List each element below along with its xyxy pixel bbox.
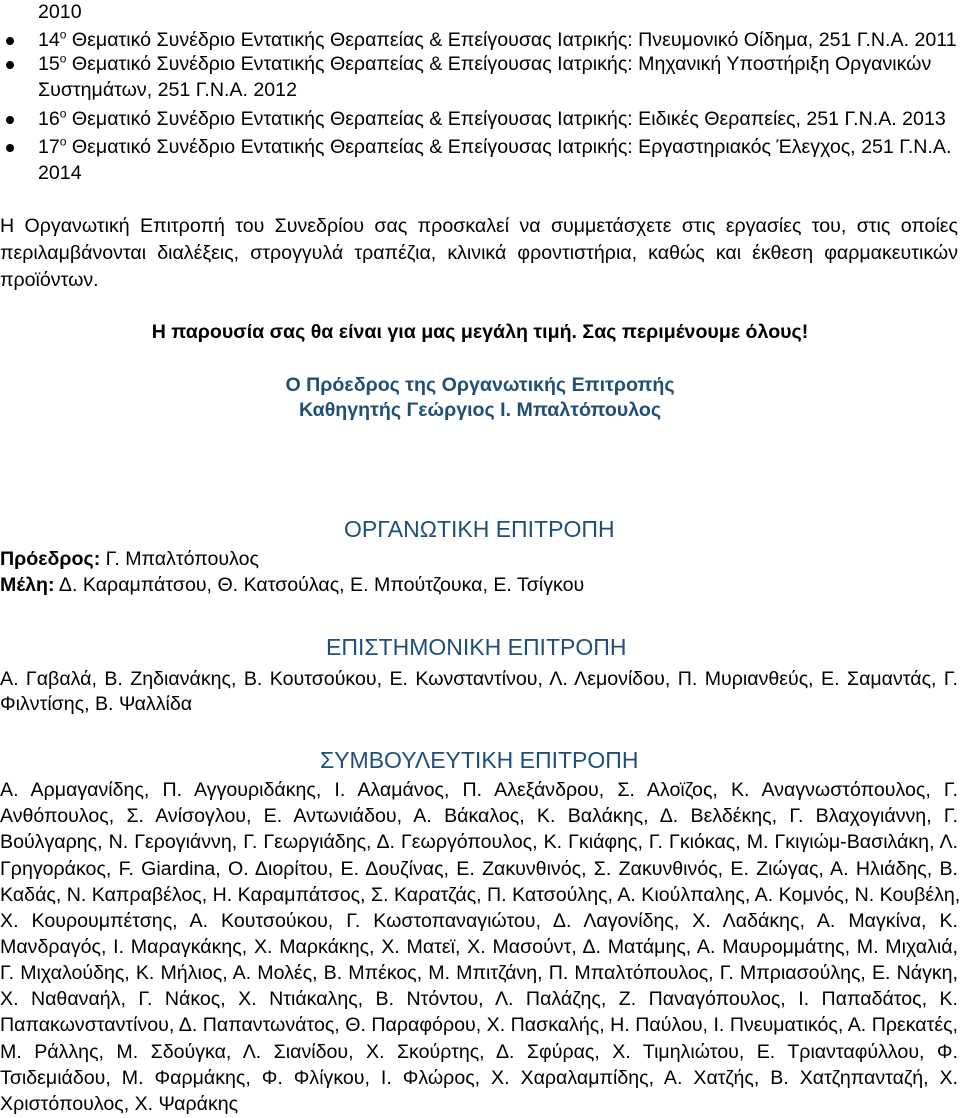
conference-item: $17^o$ Θεματικό Συνέδριο Εντατικής Θεραπείας & Επείγουσας Ιατρικής: Εργαστηριακός Έλεγχος, 251 Γ.Ν.Α. bbox=[38, 134, 952, 158]
bullet-dot bbox=[6, 61, 14, 69]
bullet-dot bbox=[6, 37, 14, 45]
committee-president: Πρόεδρος: Γ. Μπαλτόπουλος bbox=[0, 548, 259, 570]
advisory-members-line: Χ. Ναθαναήλ, Γ. Νάκος, Χ. Ντιάκαλης, Β. Ντόντου, Λ. Παλάζης, Ζ. Παναγόπουλος, Ι. Παπαδάτος, Κ. bbox=[0, 988, 958, 1010]
advisory-members-line: Μ. Ράλλης, Μ. Σδούγκα, Λ. Σιανίδου, Χ. Σκούρτης, Δ. Σφύρας, Χ. Τιμηλιώτου, Ε. Τριανταφύλλου, Φ. bbox=[0, 1041, 958, 1063]
conference-item-continuation: 2014 bbox=[38, 162, 82, 184]
organizing-committee-heading: ΟΡΓΑΝΩΤΙΚΗ ΕΠΙΤΡΟΠΗ bbox=[344, 516, 615, 542]
conference-item: $14^o$ Θεματικό Συνέδριο Εντατικής Θεραπείας & Επείγουσας Ιατρικής: Πνευμονικό Οίδημα, 251 Γ.Ν.Α. 2011 bbox=[38, 27, 957, 51]
advisory-members-line: Γ. Μιχαλούδης, Κ. Μήλιος, Α. Μολές, Β. Μπέκος, Μ. Μπιτζάνη, Π. Μπαλτόπουλος, Γ. Μπριασούλης, Ε. Νάγκη, bbox=[0, 962, 958, 984]
advisory-members-line: Χ. Κουρουμπέτσης, Α. Κουτσούκου, Γ. Κωστοπαναγιώτου, Δ. Λαγονίδης, Χ. Λαδάκης, Α. Μαγκίνα, Κ. bbox=[0, 910, 958, 932]
conference-item: $15^o$ Θεματικό Συνέδριο Εντατικής Θεραπείας & Επείγουσας Ιατρικής: Μηχανική Υποστήριξη Οργανικών bbox=[38, 51, 932, 75]
scientific-members-line: Φιλντίσης, Β. Ψαλλίδα bbox=[0, 693, 193, 715]
scientific-committee-heading: ΕΠΙΣΤΗΜΟΝΙΚΗ ΕΠΙΤΡΟΠΗ bbox=[326, 634, 627, 660]
advisory-members-line: Βούλγαρης, Ν. Γερογιάννη, Γ. Γεωργιάδης, Δ. Γεωργόπουλος, Κ. Γκιάφης, Γ. Γκιόκας, Μ. Γκιγιώμ-Βασιλάκη, Λ. bbox=[0, 831, 958, 853]
conference-item: $16^o$ Θεματικό Συνέδριο Εντατικής Θεραπείας & Επείγουσας Ιατρικής: Ειδικές Θεραπείες, 251 Γ.Ν.Α. 2013 bbox=[38, 106, 946, 130]
conference-item-continuation: Συστημάτων, 251 Γ.Ν.Α. 2012 bbox=[38, 79, 297, 101]
advisory-members-line: Γρηγοράκος, F. Giardina, Ο. Διορίτου, Ε. Δουζίνας, Ε. Ζακυνθινός, Σ. Ζακυνθινός, Ε. Ζιώγας, Α. Ηλιάδης, Β. bbox=[0, 858, 958, 880]
advisory-members-line: Καδάς, Ν. Καπραβέλος, Η. Καραμπάτσος, Σ. Καρατζάς, Π. Κατσούλης, Α. Κιούλπαλης, Α. Κομνός, Ν. Κουβέλη, bbox=[0, 884, 960, 906]
signature-name: Καθηγητής Γεώργιος Ι. Μπαλτόπουλος bbox=[298, 399, 662, 421]
bullet-dot bbox=[6, 116, 14, 124]
year-2010: 2010 bbox=[38, 1, 82, 23]
advisory-members-line: Ανθόπουλος, Σ. Ανίσογλου, Ε. Αντωνιάδου, Α. Βάκαλος, Κ. Βαλάκης, Δ. Βελδέκης, Γ. Βλαχογιάννη, Γ. bbox=[0, 805, 958, 827]
signature-title: Ο Πρόεδρος της Οργανωτικής Επιτροπής bbox=[285, 374, 675, 396]
advisory-members-line: Τσιδεμιάδου, Μ. Φαρμάκης, Φ. Φλίγκου, Ι. Φλώρος, Χ. Χαραλαμπίδης, Α. Χατζής, Β. Χατζηπανταζή, Χ. bbox=[0, 1067, 958, 1089]
bullet-dot bbox=[6, 144, 14, 152]
advisory-committee-heading: ΣΥΜΒΟΥΛΕΥΤΙΚΗ ΕΠΙΤΡΟΠΗ bbox=[320, 747, 639, 773]
advisory-members-line: Μανδραγός, Ι. Μαραγκάκης, Χ. Μαρκάκης, Χ. Ματεϊ, Χ. Μασούντ, Δ. Ματάμης, Α. Μαυρομμάτης, Μ. Μιχαλιά, bbox=[0, 936, 958, 958]
invitation-line: περιλαμβάνονται διαλέξεις, στρογγυλά τραπέζια, κλινικά φροντιστήρια, καθώς και έκθεση φαρμακευτικών bbox=[0, 242, 958, 264]
committee-members: Μέλη: Δ. Καραμπάτσου, Θ. Κατσούλας, Ε. Μπούτζουκα, Ε. Τσίγκου bbox=[0, 574, 585, 596]
advisory-members-line: Παπακωνσταντίνου, Δ. Παπαντωνάτος, Θ. Παραφόρου, Χ. Πασκαλής, Η. Παύλου, Ι. Πνευματικός, Α. Πρεκατές, bbox=[0, 1014, 958, 1036]
closing-statement: Η παρουσία σας θα είναι για μας μεγάλη τιμή. Σας περιμένουμε όλους! bbox=[151, 321, 809, 343]
scientific-members-line: Α. Γαβαλά, Β. Ζηδιανάκης, Β. Κουτσούκου, Ε. Κωνσταντίνου, Λ. Λεμονίδου, Π. Μυριανθεύς, Ε. Σαμαντάς, Γ. bbox=[0, 668, 958, 690]
invitation-line: προϊόντων. bbox=[0, 269, 99, 291]
advisory-members-line: Α. Αρμαγανίδης, Π. Αγγουριδάκης, Ι. Αλαμάνος, Π. Αλεξάνδρου, Σ. Αλοϊζος, Κ. Αναγνωστόπουλος, Γ. bbox=[0, 779, 958, 801]
advisory-members-line: Χριστόπουλος, Χ. Ψαράκης bbox=[0, 1093, 239, 1115]
invitation-line: Η Οργανωτική Επιτροπή του Συνεδρίου σας προσκαλεί να συμμετάσχετε στις εργασίες του, στις οποίες bbox=[0, 215, 958, 237]
